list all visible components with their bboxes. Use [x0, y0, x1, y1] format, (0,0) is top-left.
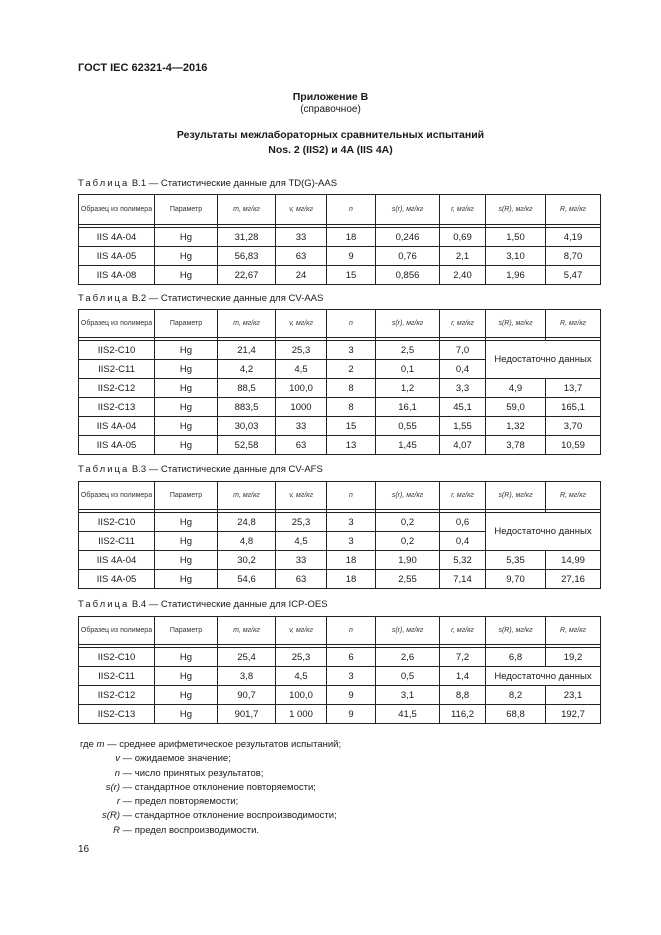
- legend-item: где m — среднее арифметическое результатов испытаний;: [80, 739, 342, 750]
- insufficient-data-note: Недостаточно данных: [486, 513, 601, 551]
- table-row: IIS 4A-04 Hg 30,03 33 15 0,55 1,55 1,32 3,70: [79, 417, 601, 436]
- column-header-n: n: [327, 195, 376, 225]
- appendix-title: Приложение В: [292, 91, 369, 103]
- table-row: IIS2-C12 Hg 88,5 100,0 8 1,2 3,3 4,9 13,7: [79, 379, 601, 398]
- table-row: IIS2-C11 Hg 4,8 4,5 3 0,2 0,4: [79, 532, 601, 551]
- appendix-subtitle: (справочное): [300, 104, 361, 115]
- column-header-sample: Образец из полимера: [79, 195, 155, 225]
- table-row: IIS2-C10 Hg 25,4 25,3 6 2,6 7,2 6,8 19,2: [79, 648, 601, 667]
- legend-item: s(R) — стандартное отклонение воспроизводимости;: [102, 810, 337, 822]
- column-header-v: v, мг/кг: [276, 195, 327, 225]
- table-row: IIS2-C13 Hg 883,5 1000 8 16,1 45,1 59,0 165,1: [79, 398, 601, 417]
- document-header: ГОСТ IEC 62321-4—2016: [78, 62, 208, 74]
- data-table: Образец из полимера Параметр m, мг/кг v, мг/кг n s(r), мг/кг r, мг/кг s(R), мг/кг R, мг/кг IIS2-C10 Hg 25,4 25,3 6 2,6 7,2 6,8 19,2 IIS2-C11 Hg 3,8 4,5 3 0,5 1,4 Недостаточно данных IIS2-C12 Hg 90,7 100,0 9 3,1 8,8 8,2 23,1 IIS2-C13 Hg 901,7 1 000 9 41,5 116,2 68,8 192,7: [78, 616, 601, 724]
- legend-item: n — число принятых результатов;: [114, 767, 264, 779]
- table-row: IIS2-C11 Hg 3,8 4,5 3 0,5 1,4 Недостаточно данных: [79, 667, 601, 686]
- column-header-m: m, мг/кг: [218, 195, 276, 225]
- data-table: Образец из полимера Параметр m, мг/кг v, мг/кг n s(r), мг/кг r, мг/кг s(R), мг/кг R, мг/кг IIS2-C10 Hg 24,8 25,3 3 0,2 0,6 Недостаточно данных IIS2-C11 Hg 4,8 4,5 3 0,2 0,4 IIS 4A-04 Hg 30,2 33 18 1,90 5,32 5,35 14,99 IIS 4A-05 Hg 54,6 63 18 2,55 7,14 9,70 27,16: [78, 481, 601, 589]
- table-row: IIS 4A-08 Hg 22,67 24 15 0,856 2,40 1,96 5,47: [79, 266, 601, 285]
- table-caption: Таблица В.4 — Статистические данные для ICP-OES: [78, 599, 328, 610]
- table-row: IIS 4A-05 Hg 52,58 63 13 1,45 4,07 3,78 10,59: [79, 436, 601, 455]
- table-row: IIS 4A-04 Hg 31,28 33 18 0,246 0,69 1,50 4,19: [79, 228, 601, 247]
- document-title-line1: Результаты межлабораторных сравнительных испытаний: [176, 129, 485, 141]
- data-table: [78, 194, 601, 285]
- table-row: IIS 4A-05 Hg 56,83 63 9 0,76 2,1 3,10 8,70: [79, 247, 601, 266]
- column-header-sR: s(R), мг/кг: [486, 195, 546, 225]
- insufficient-data-note: Недостаточно данных: [486, 341, 601, 379]
- table-row: IIS2-C13 Hg 901,7 1 000 9 41,5 116,2 68,8 192,7: [79, 705, 601, 724]
- table-row: IIS2-C10 Hg 24,8 25,3 3 0,2 0,6 Недостаточно данных: [79, 513, 601, 532]
- document-title-line2: Nos. 2 (IIS2) и 4A (IIS 4A): [268, 144, 393, 156]
- table-row: IIS2-C11 Hg 4,2 4,5 2 0,1 0,4: [79, 360, 601, 379]
- legend-item: R — предел воспроизводимости.: [113, 824, 260, 836]
- column-header-sr: s(r), мг/кг: [376, 195, 440, 225]
- table-caption: Таблица В.2 — Статистические данные для CV-AAS: [78, 293, 324, 304]
- table-caption: Таблица В.3 — Статистические данные для CV-AFS: [78, 464, 323, 475]
- table-row: IIS2-C10 Hg 21,4 25,3 3 2,5 7,0 Недостаточно данных: [79, 341, 601, 360]
- legend-item: r — предел повторяемости;: [116, 796, 239, 808]
- table-row: IIS 4A-04 Hg 30,2 33 18 1,90 5,32 5,35 14,99: [79, 551, 601, 570]
- legend-item: s(r) — стандартное отклонение повторяемости;: [105, 781, 316, 793]
- page-number: 16: [78, 844, 90, 855]
- column-header-param: Параметр: [155, 195, 218, 225]
- data-table: Образец из полимера Параметр m, мг/кг v, мг/кг n s(r), мг/кг r, мг/кг s(R), мг/кг R, мг/кг IIS2-C10 Hg 21,4 25,3 3 2,5 7,0 Недостаточно данных IIS2-C11 Hg 4,2 4,5 2 0,1 0,4 IIS2-C12 Hg 88,5 100,0 8 1,2 3,3 4,9 13,7 IIS2-C13 Hg 883,5 1000 8 16,1 45,1 59,0 165,1 IIS 4A-04 Hg 30,03 33 15 0,55 1,55 1,32 3,70 IIS 4A-05 Hg 52,58 63 13 1,45 4,07 3,78 10,59: [78, 309, 601, 455]
- table-caption: Таблица В.1 — Статистические данные для TD(G)-AAS: [78, 178, 338, 189]
- insufficient-data-note: Недостаточно данных: [486, 667, 601, 686]
- table-row: IIS2-C12 Hg 90,7 100,0 9 3,1 8,8 8,2 23,1: [79, 686, 601, 705]
- column-header-r: r, мг/кг: [440, 195, 486, 225]
- legend-item: v — ожидаемое значение;: [115, 753, 231, 765]
- column-header-R: R, мг/кг: [546, 195, 601, 225]
- symbols-legend: [80, 738, 341, 838]
- table-row: IIS 4A-05 Hg 54,6 63 18 2,55 7,14 9,70 27,16: [79, 570, 601, 589]
